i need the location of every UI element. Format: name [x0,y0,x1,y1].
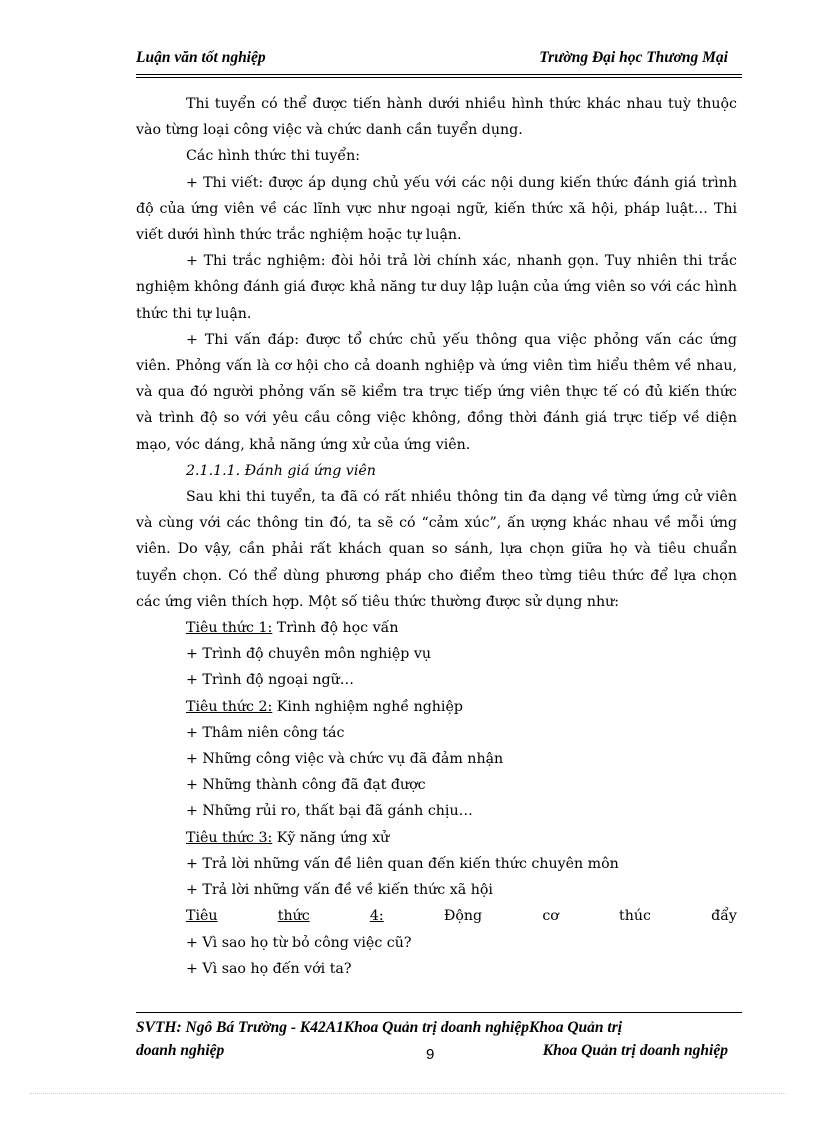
criterion-label: Tiêu thức 2: [186,698,273,715]
list-item: + Vì sao họ đến với ta? [186,960,352,977]
header-right: Trường Đại học Thương Mại [539,49,728,66]
page-footer [136,1012,742,1063]
list-item: + Vì sao họ từ bỏ công việc cũ? [186,934,412,951]
list-item: + Trình độ ngoại ngữ… [186,672,354,689]
page-boundary-dotted-line [30,1093,786,1094]
list-item: + Những rủi ro, thất bại đã gánh chịu… [186,803,473,820]
criterion-label-word: 4: [369,908,384,925]
criterion-label: Tiêu thức 1: [186,620,273,637]
footer-line-1: SVTH: Ngô Bá Trường - K42A1Khoa Quản trị doanh nghiệpKhoa Quản trị [136,1019,623,1036]
paragraph: + Thi vấn đáp: được tổ chức chủ yếu thông qua việc phỏng vấn các ứng viên. Phỏng vấn là cơ hội cho cả doanh nghiệp và ứng viên tìm hiểu thêm về nhau, và qua đó người phỏng vấn sẽ kiểm tra trực tiếp ứng viên thực tế có đủ kiến thức và trình độ so với yêu cầu công việc không, đồng thời đánh giá trực tiếp về diện mạo, vóc dáng, khả năng ứng xử của ứng viên. [136,331,737,453]
paragraph: + Thi trắc nghiệm: đòi hỏi trả lời chính xác, nhanh gọn. Tuy nhiên thi trắc nghiệm không đánh giá được khả năng tư duy lập luận của ứng viên so với các hình thức thi tự luận. [136,253,737,322]
section-heading: 2.1.1.1. Đánh giá ứng viên [186,462,376,479]
footer-line-2-right: Khoa Quản trị doanh nghiệp [542,1042,728,1059]
criterion-4 [136,903,737,929]
criterion-text: Kinh nghiệm nghề nghiệp [272,698,463,715]
list-item: + Những công việc và chức vụ đã đảm nhận [186,751,504,768]
criterion-text: Trình độ học vấn [272,620,399,637]
paragraph: Các hình thức thi tuyển: [186,148,361,165]
paragraph: Sau khi thi tuyển, ta đã có rất nhiều thông tin đa dạng về từng ứng cử viên và cùng với các thông tin đó, ta sẽ có “cảm xúc”, ấn ượng khác nhau về mỗi ứng viên. Do vậy, cần phải rất khách quan so sánh, lựa chọn giữa họ và tiêu chuẩn tuyển chọn. Có thể dùng phương pháp cho điểm theo từng tiêu thức để lựa chọn các ứng viên thích hợp. Một số tiêu thức thường được sử dụng như: [136,489,737,610]
list-item: + Những thành công đã đạt được [186,777,426,794]
criterion-label: Tiêu thức 3: [186,829,273,846]
criterion-text-word: cơ [542,908,559,925]
criterion-1 [136,615,737,641]
footer-line-2-left: doanh nghiệp [136,1042,225,1059]
criterion-text-word: thúc [619,908,651,925]
criterion-text-word: Động [443,908,483,925]
page-number: 9 [426,1046,435,1063]
criterion-text-word: đẩy [711,908,737,925]
criterion-2 [136,694,737,720]
header-left: Luận văn tốt nghiệp [136,49,266,66]
criterion-label-word: Tiêu [186,908,218,925]
body-text [136,91,737,982]
paragraph: Thi tuyển có thể được tiến hành dưới nhiều hình thức khác nhau tuỳ thuộc vào từng loại công việc và chức danh cần tuyển dụng. [136,96,737,139]
list-item: + Trả lời những vấn đề liên quan đến kiến thức chuyên môn [186,855,619,872]
criterion-label-word: thức [277,908,310,925]
list-item: + Thâm niên công tác [186,724,345,741]
paragraph: + Thi viết: được áp dụng chủ yếu với các nội dung kiến thức đánh giá trình độ của ứng viên về các lĩnh vực như ngoại ngữ, kiến thức xã hội, pháp luật… Thi viết dưới hình thức trắc nghiệm hoặc tự luận. [136,174,737,244]
page-header [136,46,742,78]
list-item: + Trả lời những vấn đề về kiến thức xã hội [186,882,493,899]
criterion-text: Kỹ năng ứng xử [272,829,390,846]
list-item: + Trình độ chuyên môn nghiệp vụ [186,646,432,663]
criterion-3 [136,825,737,851]
